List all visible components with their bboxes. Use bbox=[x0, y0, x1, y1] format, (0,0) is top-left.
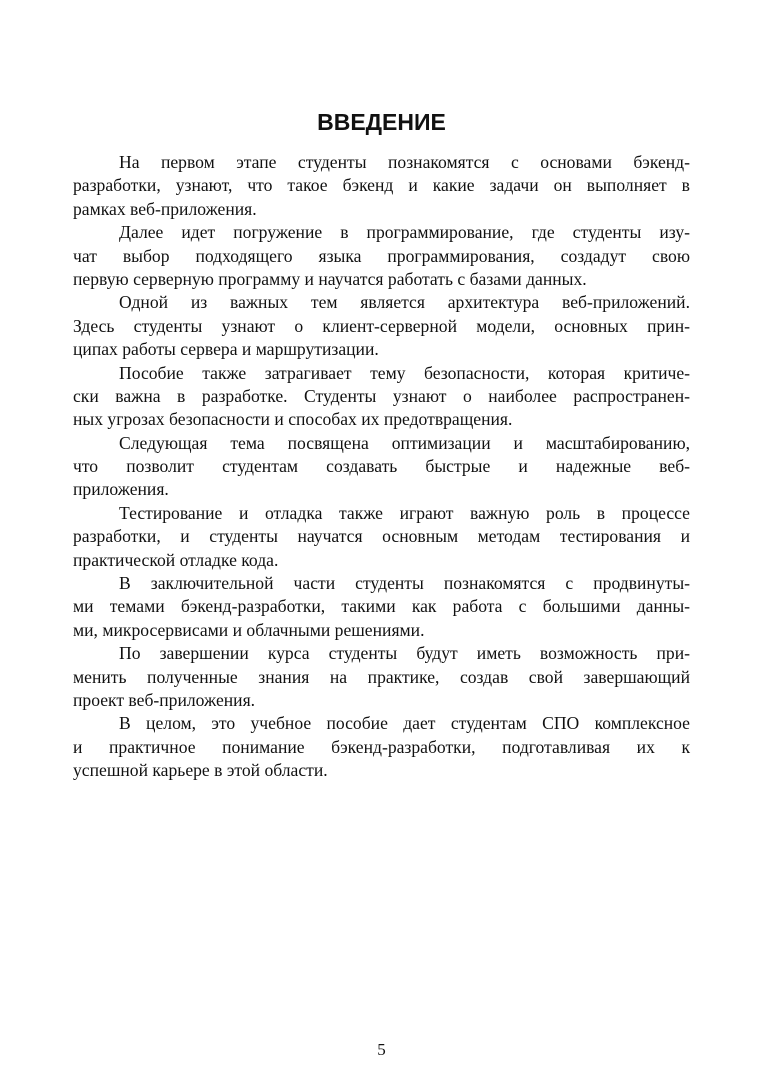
text-line: чат выбор подходящего языка программирования, создадут свою bbox=[73, 245, 690, 266]
text-line: В заключительной части студенты познакомятся с продвинуты- bbox=[119, 573, 690, 594]
page-number: 5 bbox=[377, 1040, 386, 1059]
text-line: В целом, это учебное пособие дает студентам СПО комплексное bbox=[119, 713, 690, 734]
paragraph bbox=[73, 572, 690, 642]
text-line: ми, микросервисами и облачными решениями. bbox=[73, 619, 425, 640]
text-line: приложения. bbox=[73, 479, 169, 500]
text-line: Тестирование и отладка также играют важную роль в процессе bbox=[119, 502, 690, 523]
paragraph bbox=[73, 221, 690, 291]
paragraph bbox=[73, 291, 690, 361]
text-line: проект веб-приложения. bbox=[73, 689, 256, 710]
text-line: практической отладке кода. bbox=[73, 549, 279, 570]
text-line: По завершении курса студенты будут иметь возможность при- bbox=[119, 643, 690, 664]
text-line: рамках веб-приложения. bbox=[73, 198, 257, 219]
text-line: ми темами бэкенд-разработки, такими как работа с большими данны- bbox=[73, 596, 690, 617]
text-line: На первом этапе студенты познакомятся с основами бэкенд- bbox=[119, 152, 690, 172]
text-line: Далее идет погружение в программирование, где студенты изу- bbox=[119, 222, 690, 243]
paragraph bbox=[73, 642, 690, 712]
text-line: Одной из важных тем является архитектура веб-приложений. bbox=[119, 292, 690, 313]
text-line: менить полученные знания на практике, создав свой завершающий bbox=[73, 666, 690, 687]
document-body bbox=[73, 151, 690, 783]
text-line: разработки, узнают, что такое бэкенд и какие задачи он выполняет в bbox=[73, 175, 690, 196]
paragraph bbox=[73, 362, 690, 432]
text-line: что позволит студентам создавать быстрые и надежные веб- bbox=[73, 456, 690, 477]
text-line: ски важна в разработке. Студенты узнают о наиболее распространен- bbox=[73, 385, 690, 406]
text-line: успешной карьере в этой области. bbox=[73, 760, 328, 781]
text-line: Здесь студенты узнают о клиент-серверной модели, основных прин- bbox=[73, 315, 690, 336]
paragraph bbox=[73, 151, 690, 221]
text-line: ципах работы сервера и маршрутизации. bbox=[73, 339, 379, 360]
paragraph bbox=[73, 712, 690, 782]
text-line: Пособие также затрагивает тему безопасности, которая критиче- bbox=[119, 362, 690, 383]
text-line: ных угрозах безопасности и способах их предотвращения. bbox=[73, 409, 513, 430]
text-line: Следующая тема посвящена оптимизации и масштабированию, bbox=[119, 432, 690, 453]
text-line: и практичное понимание бэкенд-разработки, подготавливая их к bbox=[73, 736, 690, 757]
page-title: ВВЕДЕНИЕ bbox=[317, 109, 446, 135]
paragraph bbox=[73, 432, 690, 502]
text-line: разработки, и студенты научатся основным методам тестирования и bbox=[73, 526, 690, 547]
paragraph bbox=[73, 502, 690, 572]
text-line: первую серверную программу и научатся работать с базами данных. bbox=[73, 268, 587, 289]
